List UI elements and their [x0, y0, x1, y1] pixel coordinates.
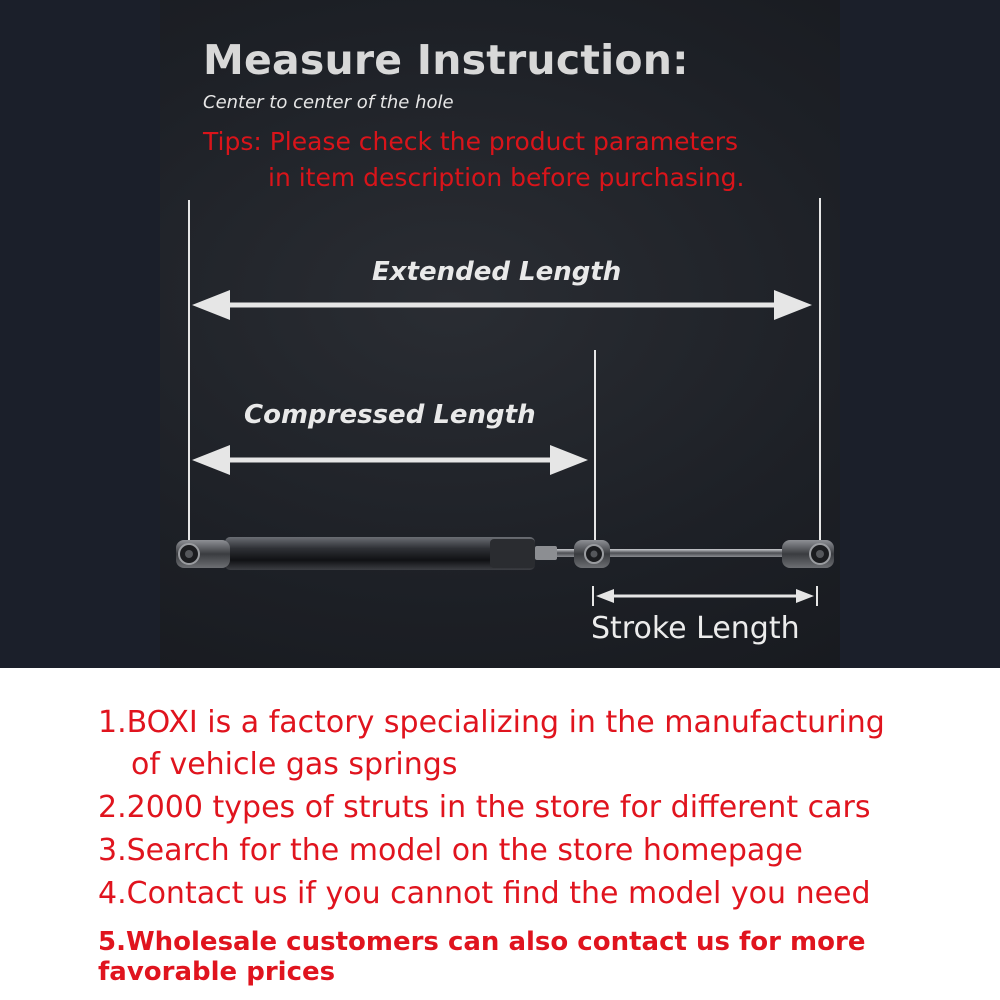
extended-length-arrow	[192, 290, 812, 320]
tips-line-2: in item description before purchasing.	[268, 163, 745, 192]
strut-cylinder	[225, 537, 535, 570]
note-item-1-line-2: of vehicle gas springs	[131, 747, 458, 782]
note-item-4: 4.Contact us if you cannot find the model you need	[98, 876, 871, 911]
middle-eyelet-end-fitting	[574, 540, 610, 568]
note-item-5-line-2: favorable prices	[98, 957, 336, 987]
extended-length-label: Extended Length	[372, 257, 622, 287]
page-title: Measure Instruction:	[203, 36, 689, 84]
note-item-2: 2.2000 types of struts in the store for different cars	[98, 790, 871, 825]
stroke-length-label: Stroke Length	[591, 611, 800, 646]
notes-panel	[0, 668, 1000, 1000]
gas-strut	[176, 537, 834, 570]
right-eyelet-end-fitting	[782, 540, 834, 568]
strut-cylinder-collar	[490, 539, 535, 568]
note-item-5-line-1: 5.Wholesale customers can also contact us for more	[98, 927, 866, 957]
tips-line-1: Tips: Please check the product parameters	[203, 127, 739, 156]
strut-seal	[535, 546, 557, 560]
note-item-1-line-1: 1.BOXI is a factory specializing in the manufacturing	[98, 705, 885, 740]
compressed-length-label: Compressed Length	[244, 400, 536, 430]
note-item-3: 3.Search for the model on the store homepage	[98, 833, 803, 868]
left-eyelet-end-fitting	[176, 540, 230, 568]
measure-subtitle: Center to center of the hole	[203, 92, 454, 113]
compressed-length-arrow	[192, 445, 588, 475]
stroke-length-arrow	[593, 586, 817, 606]
